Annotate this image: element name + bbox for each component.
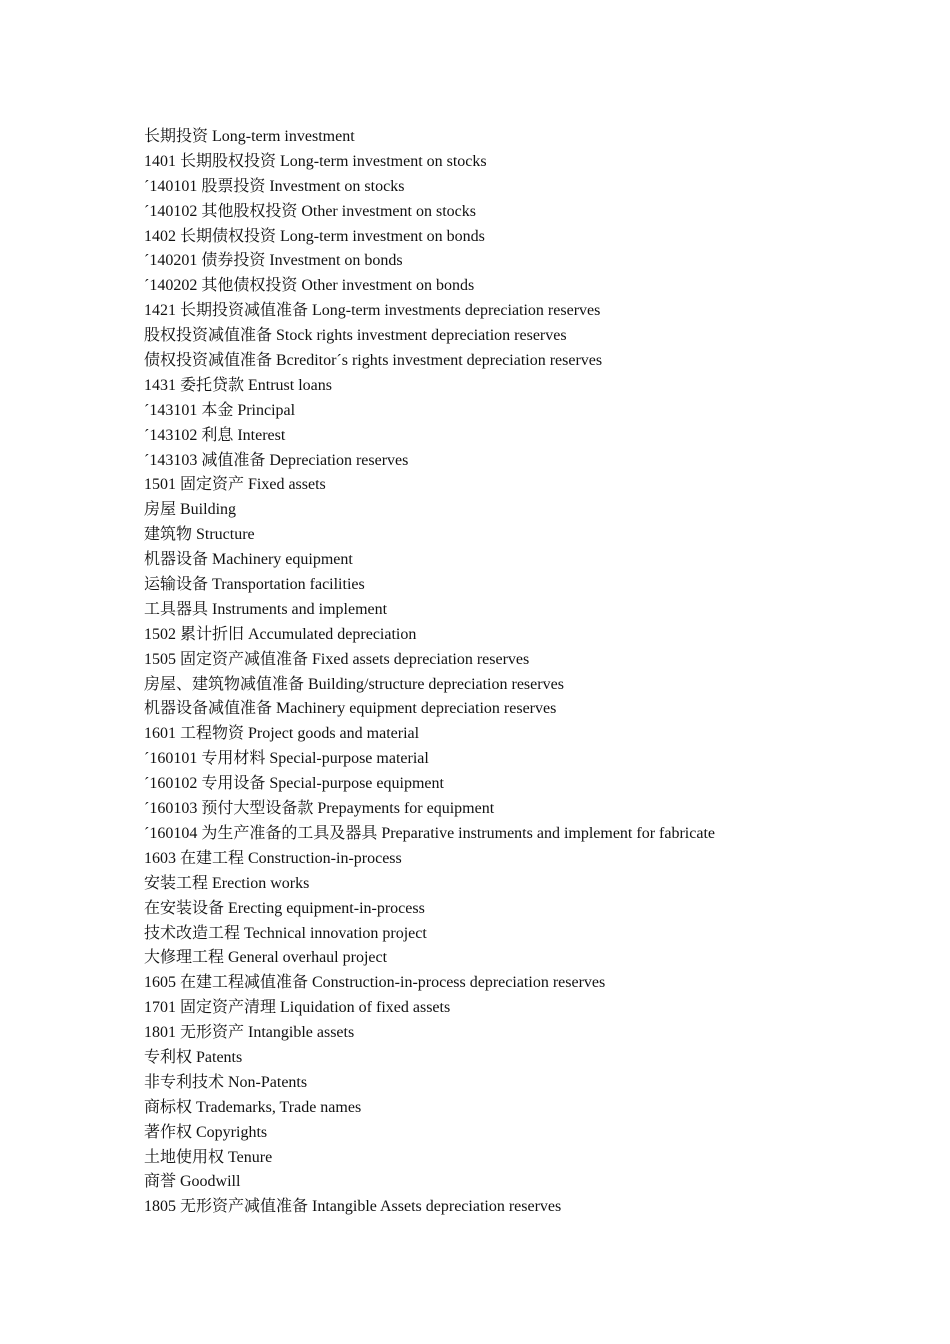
account-line: 著作权 Copyrights bbox=[144, 1123, 268, 1141]
account-line: ´140102 其他股权投资 Other investment on stocks bbox=[144, 202, 476, 220]
account-line: ´160104 为生产准备的工具及器具 Preparative instruments and implement for fabricate bbox=[144, 824, 715, 842]
account-line: ´143102 利息 Interest bbox=[144, 426, 286, 444]
account-line: 工具器具 Instruments and implement bbox=[144, 600, 388, 618]
account-line: ´140202 其他债权投资 Other investment on bonds bbox=[144, 277, 475, 295]
account-line: ´140201 债券投资 Investment on bonds bbox=[144, 252, 403, 270]
account-line: 股权投资减值准备 Stock rights investment depreciation reserves bbox=[144, 327, 567, 345]
account-line: ´143101 本金 Principal bbox=[144, 401, 296, 419]
account-line: 安装工程 Erection works bbox=[144, 874, 310, 892]
account-line: 在安装设备 Erecting equipment-in-process bbox=[144, 899, 425, 917]
account-line: 债权投资减值准备 Bcreditor´s rights investment depreciation reserves bbox=[144, 352, 603, 370]
account-line: 大修理工程 General overhaul project bbox=[144, 949, 388, 967]
account-line: 1431 委托贷款 Entrust loans bbox=[144, 376, 332, 394]
account-line: 1801 无形资产 Intangible assets bbox=[144, 1024, 355, 1042]
account-line: 商标权 Trademarks, Trade names bbox=[144, 1098, 362, 1116]
account-line: 1402 长期债权投资 Long-term investment on bonds bbox=[144, 227, 485, 245]
account-line: 1421 长期投资减值准备 Long-term investments depreciation reserves bbox=[144, 302, 601, 320]
account-line: ´160102 专用设备 Special-purpose equipment bbox=[144, 775, 444, 793]
account-list bbox=[144, 125, 904, 1220]
account-line: ´160103 预付大型设备款 Prepayments for equipment bbox=[144, 800, 495, 818]
account-line: 1601 工程物资 Project goods and material bbox=[144, 725, 420, 743]
account-line: 1605 在建工程减值准备 Construction-in-process depreciation reserves bbox=[144, 974, 606, 992]
account-line: 1501 固定资产 Fixed assets bbox=[144, 476, 326, 494]
account-line: ´143103 减值准备 Depreciation reserves bbox=[144, 451, 409, 469]
account-line: 1401 长期股权投资 Long-term investment on stocks bbox=[144, 152, 487, 170]
account-line: 机器设备减值准备 Machinery equipment depreciation reserves bbox=[144, 700, 557, 718]
account-line: 土地使用权 Tenure bbox=[144, 1148, 273, 1166]
account-line: 1603 在建工程 Construction-in-process bbox=[144, 849, 402, 867]
account-line: 1805 无形资产减值准备 Intangible Assets depreciation reserves bbox=[144, 1198, 562, 1216]
account-line: 建筑物 Structure bbox=[144, 526, 255, 544]
account-line: 房屋 Building bbox=[144, 501, 237, 519]
account-line: 机器设备 Machinery equipment bbox=[144, 551, 353, 569]
account-line: 长期投资 Long-term investment bbox=[144, 128, 355, 145]
account-line: 运输设备 Transportation facilities bbox=[144, 576, 365, 594]
account-line: ´160101 专用材料 Special-purpose material bbox=[144, 750, 429, 768]
account-line: 1505 固定资产减值准备 Fixed assets depreciation reserves bbox=[144, 650, 530, 668]
account-line: 房屋、建筑物减值准备 Building/structure depreciation reserves bbox=[144, 675, 564, 693]
account-line: 商誉 Goodwill bbox=[144, 1173, 241, 1191]
account-line: 技术改造工程 Technical innovation project bbox=[144, 924, 427, 942]
account-line: 1701 固定资产清理 Liquidation of fixed assets bbox=[144, 999, 451, 1017]
account-line: 专利权 Patents bbox=[144, 1048, 243, 1066]
account-line: ´140101 股票投资 Investment on stocks bbox=[144, 177, 405, 195]
account-line: 非专利技术 Non-Patents bbox=[144, 1073, 308, 1091]
account-line: 1502 累计折旧 Accumulated depreciation bbox=[144, 625, 417, 643]
